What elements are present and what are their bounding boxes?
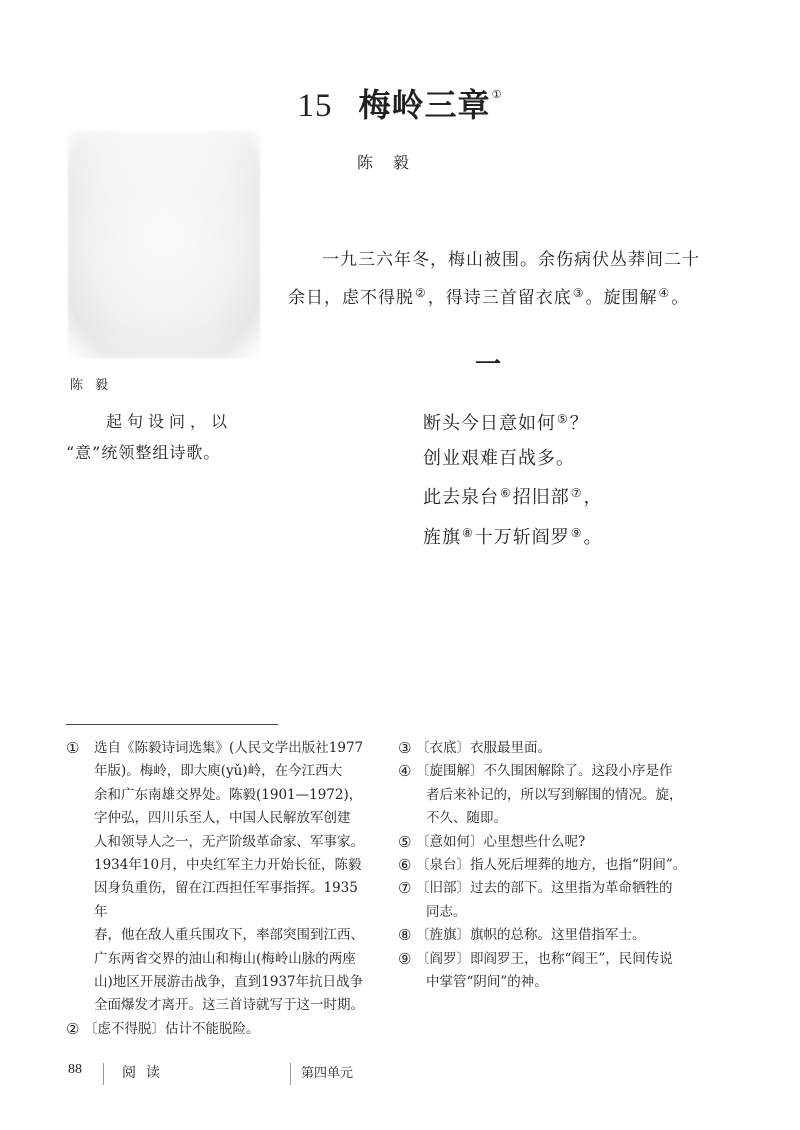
footnote-9 (398, 948, 710, 995)
footnote-3 (398, 737, 710, 760)
footnote-line: 春，他在敌人重兵围攻下，率部突围到江西、 (94, 927, 364, 944)
poem-text: 旌旗 (423, 526, 461, 548)
poem-line-4 (423, 516, 603, 556)
poem-section-number: 一 (475, 350, 502, 380)
footnote-number: ④ (398, 762, 412, 781)
title-footnote-mark: ① (491, 88, 503, 101)
footnote-2 (66, 1018, 366, 1041)
footnote-line: 年版)。梅岭，即大庾(yǔ)岭，在今江西大 (94, 763, 343, 780)
poem-preface (288, 244, 708, 315)
footnote-line: 因身负重伤，留在江西担任军事指挥。1935年 (94, 880, 358, 920)
lesson-title-text (359, 86, 503, 124)
footnote-8 (398, 924, 710, 947)
footnote-mark: ③ (572, 286, 585, 300)
preface-line-1: 一九三六年冬，梅山被围。余伤病伏丛莽间二十 (322, 250, 700, 270)
footer-separator (290, 1063, 291, 1085)
side-annotation-line-1: 起句设问，以 (106, 412, 233, 431)
footnote-number: ⑨ (398, 949, 412, 968)
footnote-1 (66, 737, 366, 1018)
footnote-line: 同志。 (426, 903, 467, 920)
footnote-7 (398, 877, 710, 924)
author-name: 陈毅 (357, 153, 430, 172)
footnote-line: 〔泉台〕指人死后埋葬的地方，也指“阴间”。 (416, 857, 687, 874)
portrait-fade-overlay (68, 132, 260, 358)
footnote-line: 〔阎罗〕即阎罗王，也称“阎王”，民间传说 (416, 950, 673, 967)
poem-text: 此去泉台 (423, 487, 499, 508)
preface-text: 余日，虑不得脱 (288, 288, 414, 308)
footnotes-left-column (66, 737, 366, 1041)
footnote-line: 山)地区开展游击战争，直到1937年抗日战争 (94, 974, 364, 991)
footnote-number: ⑥ (398, 856, 412, 875)
footnote-4 (398, 760, 710, 830)
footnote-mark: ⑧ (462, 525, 474, 540)
footnote-number: ⑤ (398, 832, 412, 851)
footnote-mark: ⑥ (500, 486, 512, 500)
footnote-mark: ② (415, 286, 427, 300)
footnote-number: ③ (398, 739, 412, 757)
preface-line-2 (288, 277, 708, 315)
footnote-mark: ⑤ (557, 412, 569, 426)
footnote-line: 〔旋围解〕不久围困解除了。这段小序是作 (416, 763, 673, 780)
poem-text: ， (583, 487, 603, 508)
footnote-line: 广东两省交界的油山和梅山(梅岭山脉的两座 (94, 950, 356, 967)
poem-line-3 (423, 476, 603, 516)
title-text: 梅岭三章 (358, 86, 491, 124)
side-annotation-line-2: “意”统领整组诗歌。 (66, 443, 221, 462)
preface-text: 。 (671, 288, 690, 308)
footnote-line: 字仲弘，四川乐至人，中国人民解放军创建 (94, 810, 351, 827)
footnote-5 (398, 831, 710, 854)
footnote-line: 〔衣底〕衣服最里面。 (416, 740, 551, 756)
poem-line-1 (423, 402, 603, 442)
footer-separator (103, 1063, 104, 1085)
footnote-number: ② (66, 1019, 80, 1038)
footnote-6 (398, 854, 710, 877)
poem-body (423, 402, 603, 555)
poem-text: 断头今日意如何 (423, 413, 556, 434)
poem-line-2 (423, 442, 603, 477)
footnote-mark: ⑨ (570, 525, 583, 540)
footnote-line: 余和广东南雄交界处。陈毅(1901—1972)， (94, 786, 363, 803)
footnote-number: ① (66, 739, 80, 757)
footnote-divider (66, 724, 278, 725)
footnote-line: 〔虑不得脱〕估计不能脱险。 (84, 1020, 260, 1037)
portrait-caption: 陈毅 (70, 378, 121, 393)
lesson-number: 15 (297, 88, 333, 124)
footnote-line: 人和领导人之一，无产阶级革命家、军事家。 (94, 833, 364, 850)
page-number: 88 (68, 1062, 82, 1077)
footnote-mark: ④ (658, 286, 671, 300)
footnote-line: 者后来补记的，所以写到解围的情况。旋， (426, 786, 683, 803)
side-annotation (66, 406, 266, 468)
preface-text: ，得诗三首留衣底 (427, 288, 572, 308)
footnote-line: 全面爆发才离开。这三首诗就写于这一时期。 (94, 997, 364, 1014)
poem-text: 招旧部 (512, 487, 570, 508)
footer-unit-label: 第四单元 (301, 1066, 354, 1081)
poem-text: 十万斩阎罗 (474, 526, 570, 548)
footnote-line: 〔意如何〕心里想些什么呢? (416, 833, 586, 850)
footnote-mark: ⑦ (570, 486, 583, 500)
footnote-line: 1934年10月，中央红军主力开始长征，陈毅 (94, 857, 362, 874)
footnotes-right-column (398, 737, 710, 994)
footnote-line: 〔旌旗〕旗帜的总称。这里借指军士。 (416, 927, 646, 944)
footnote-line: 中掌管“阴间”的神。 (426, 974, 548, 991)
footnote-line: 不久、随即。 (426, 810, 507, 827)
poem-text: ？ (569, 413, 589, 434)
footer-section-label: 阅读 (122, 1065, 170, 1081)
lesson-title (0, 80, 800, 126)
footnote-number: ⑦ (398, 879, 412, 898)
footnote-line: 选自《陈毅诗词选集》(人民文学出版社1977 (94, 740, 364, 756)
footnote-line: 〔旧部〕过去的部下。这里指为革命牺牲的 (416, 880, 673, 897)
poem-text: 创业艰难百战多。 (423, 447, 575, 469)
footnote-number: ⑧ (398, 926, 412, 945)
preface-text: 。旋围解 (585, 288, 658, 308)
poem-text: 。 (583, 526, 603, 548)
